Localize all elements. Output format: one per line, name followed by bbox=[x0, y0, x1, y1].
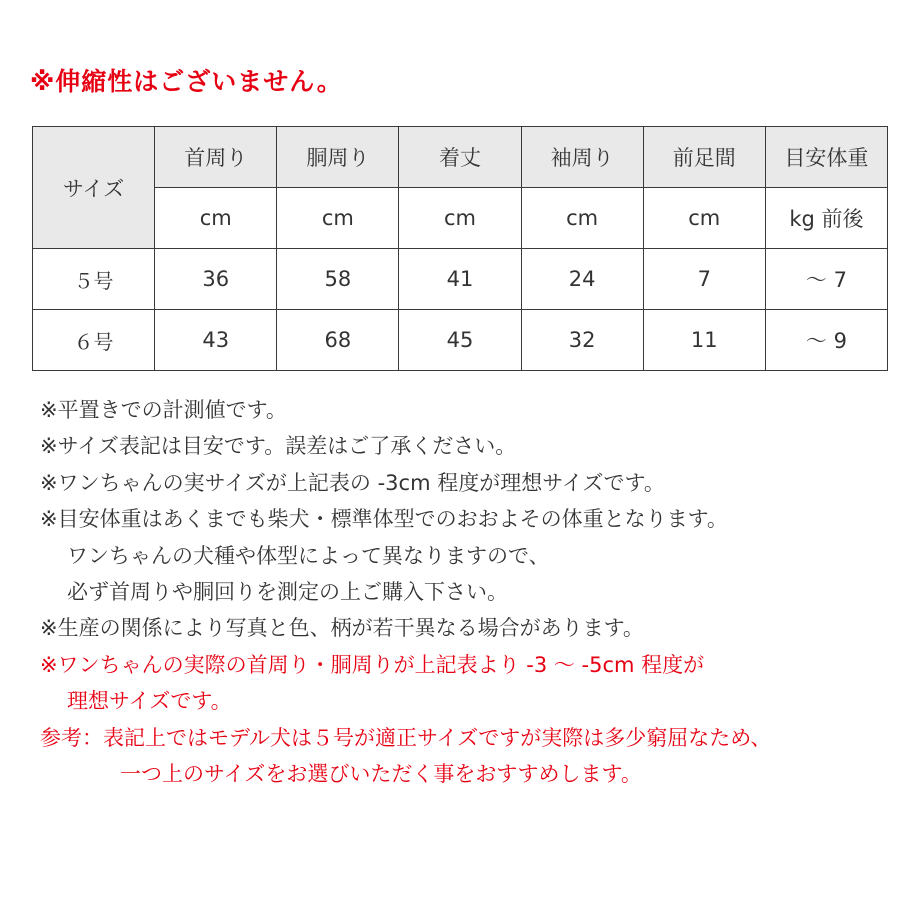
table-row bbox=[33, 310, 888, 371]
unit-sleeve: cm bbox=[521, 188, 643, 249]
header-front-leg-gap: 前足間 bbox=[643, 127, 765, 188]
note-size-guide: ※サイズ表記は目安です。誤差はご了承ください。 bbox=[40, 434, 517, 459]
table-cell: 45 bbox=[399, 310, 521, 371]
header-neck: 首周り bbox=[155, 127, 277, 188]
header-weight: 目安体重 bbox=[765, 127, 887, 188]
unit-neck: cm bbox=[155, 188, 277, 249]
header-length: 着丈 bbox=[399, 127, 521, 188]
note-actual-size: ※ワンちゃんの実際の首周り・胴周りが上記表より -3 〜 -5cm 程度が bbox=[40, 652, 705, 677]
table-cell: 11 bbox=[643, 310, 765, 371]
header-sleeve: 袖周り bbox=[521, 127, 643, 188]
size-label: ６号 bbox=[33, 310, 155, 371]
table-cell: 24 bbox=[521, 249, 643, 310]
table-cell: 〜 9 bbox=[765, 310, 887, 371]
unit-front-leg-gap: cm bbox=[643, 188, 765, 249]
size-chart-table bbox=[32, 126, 888, 371]
no-stretch-warning: ※伸縮性はございません。 bbox=[30, 67, 343, 96]
note-ideal-size: ※ワンちゃんの実サイズが上記表の -3cm 程度が理想サイズです。 bbox=[40, 470, 665, 495]
note-actual-size-cont: 理想サイズです。 bbox=[67, 689, 232, 714]
table-cell: 7 bbox=[643, 249, 765, 310]
size-column-header: サイズ bbox=[33, 127, 155, 249]
note-weight: ※目安体重はあくまでも柴犬・標準体型でのおおよその体重となります。 bbox=[40, 507, 728, 532]
header-chest: 胴周り bbox=[277, 127, 399, 188]
note-weight-cont-1: ワンちゃんの犬種や体型によって異なりますので、 bbox=[67, 543, 550, 568]
table-cell: 68 bbox=[277, 310, 399, 371]
unit-length: cm bbox=[399, 188, 521, 249]
size-label: ５号 bbox=[33, 249, 155, 310]
table-cell: 32 bbox=[521, 310, 643, 371]
notes-section bbox=[40, 392, 910, 792]
table-cell: 58 bbox=[277, 249, 399, 310]
note-production: ※生産の関係により写真と色、柄が若干異なる場合があります。 bbox=[40, 616, 644, 641]
table-cell: 41 bbox=[399, 249, 521, 310]
table-cell: 〜 7 bbox=[765, 249, 887, 310]
unit-chest: cm bbox=[277, 188, 399, 249]
table-row bbox=[33, 249, 888, 310]
table-cell: 43 bbox=[155, 310, 277, 371]
note-reference: 参考：表記上ではモデル犬は５号が適正サイズですが実際は多少窮屈なため、 bbox=[40, 725, 772, 750]
note-reference-cont: 一つ上のサイズをお選びいただく事をおすすめします。 bbox=[120, 762, 642, 787]
note-weight-cont-2: 必ず首周りや胴回りを測定の上ご購入下さい。 bbox=[67, 580, 508, 605]
table-cell: 36 bbox=[155, 249, 277, 310]
note-measurement: ※平置きでの計測値です。 bbox=[40, 398, 287, 422]
unit-weight: kg 前後 bbox=[765, 188, 887, 249]
